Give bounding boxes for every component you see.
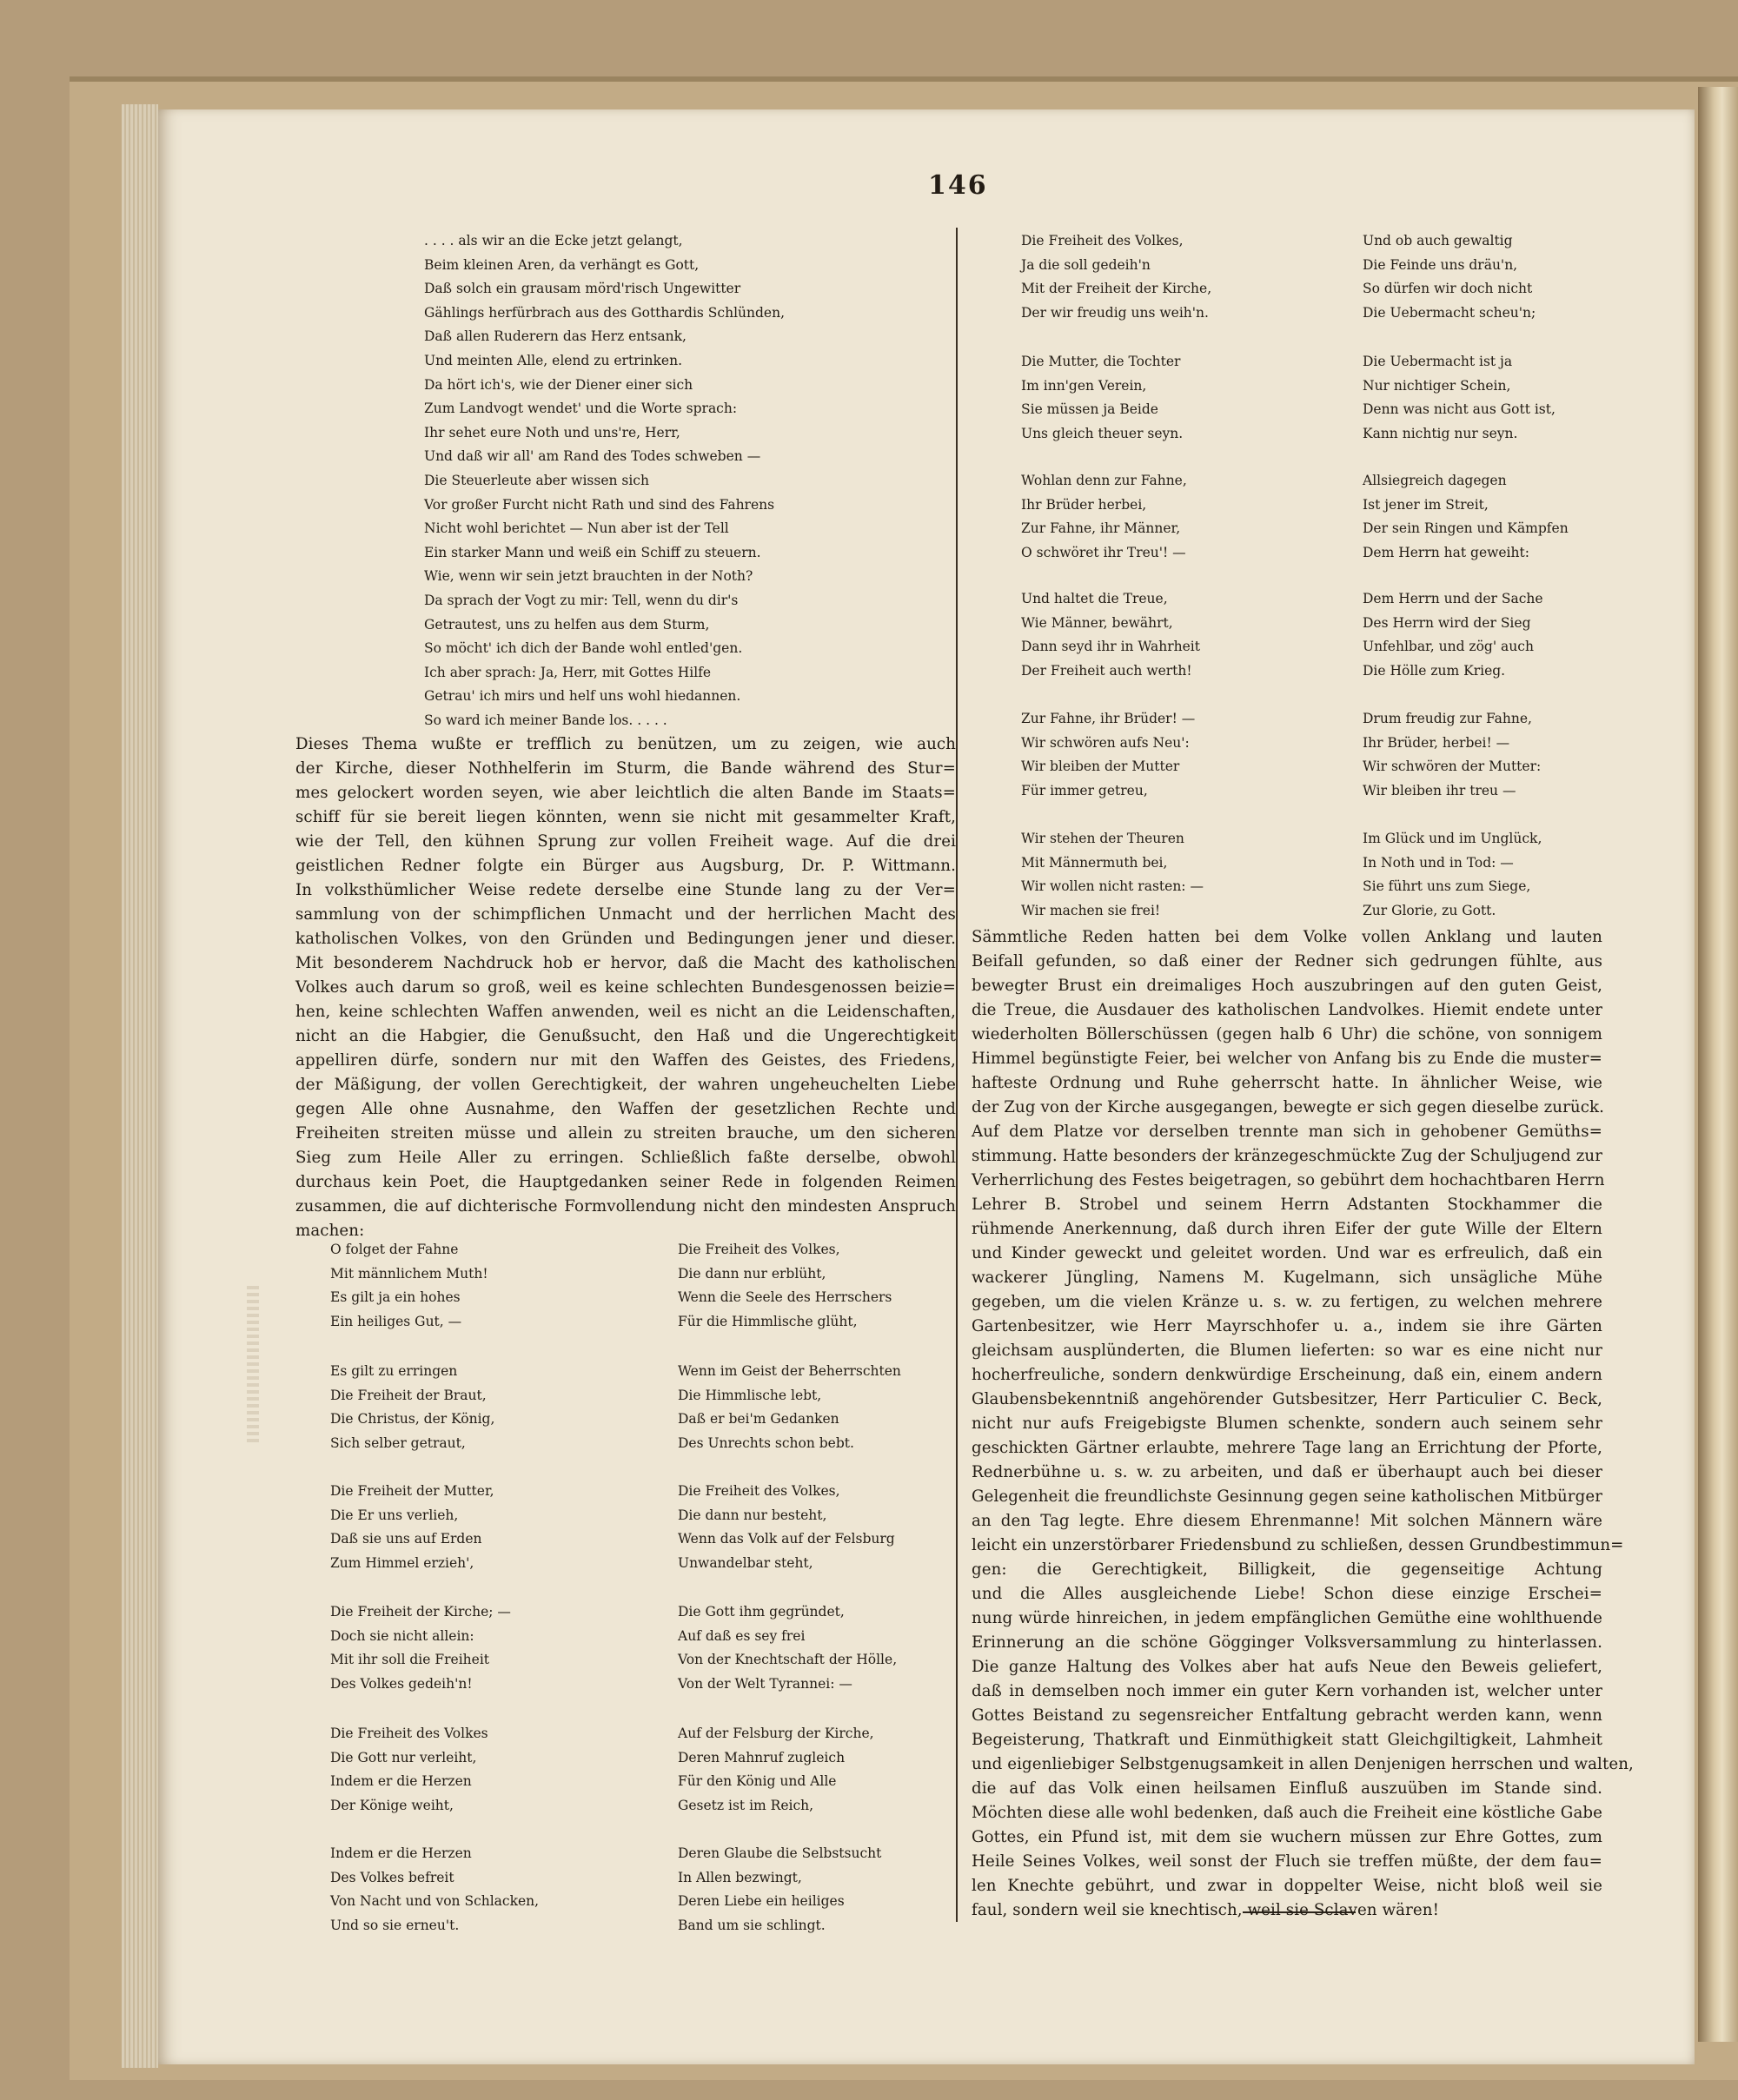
poem-line: Die Himmlische lebt, bbox=[678, 1387, 822, 1403]
prose-line: und eigenliebiger Selbstgenugsamkeit in allen Denjenigen herrschen und walten, bbox=[972, 1755, 1634, 1773]
poem-line: O folget der Fahne bbox=[330, 1242, 459, 1257]
prose-line: geschickten Gärtner erlaubte, mehrere Tage lang an Errichtung der Pforte, bbox=[972, 1439, 1602, 1457]
poem-line: Des Volkes gedeih'n! bbox=[330, 1675, 473, 1692]
prose-line: stimmung. Hatte besonders der kränzegeschmückte Zug der Schuljugend zur bbox=[972, 1147, 1602, 1165]
stanza bbox=[1363, 229, 1536, 325]
poem-line: Auf der Felsburg der Kirche, bbox=[678, 1726, 874, 1741]
poem-line: Für immer getreu, bbox=[1021, 782, 1148, 798]
prose-line: zusammen, die auf dichterische Formvollendung nicht den mindesten Anspruch bbox=[295, 1197, 956, 1216]
prose-line: mes gelockert worden seyen, wie aber leichtlich die alten Bande im Staats= bbox=[295, 784, 956, 802]
stanza bbox=[1021, 469, 1187, 565]
poem-line: Wir stehen der Theuren bbox=[1021, 831, 1184, 846]
prose-line: Sieg zum Heile Aller zu erringen. Schließlich faßte derselbe, obwohl bbox=[295, 1149, 956, 1167]
prose-line: und Kinder geweckt und geleitet worden. Und war es erfreulich, daß ein bbox=[972, 1244, 1602, 1262]
poem-line: Allsiegreich dagegen bbox=[1363, 473, 1507, 488]
poem-line: Ist jener im Streit, bbox=[1363, 496, 1489, 513]
page-stack-edge bbox=[122, 104, 158, 2068]
poem-line: Sie führt uns zum Siege, bbox=[1363, 878, 1531, 894]
poem-line: Die Freiheit des Volkes, bbox=[678, 1483, 840, 1499]
poem-line: So möcht' ich dich der Bande wohl entled'gen. bbox=[424, 640, 743, 657]
poem-line: Die Feinde uns dräu'n, bbox=[1363, 256, 1518, 273]
next-page-edge bbox=[1698, 87, 1738, 2042]
stanza bbox=[678, 1842, 881, 1938]
poem-line: Es gilt zu erringen bbox=[330, 1363, 458, 1379]
prose-line: gegeben, um die vielen Kränze u. s. w. zu fertigen, zu welchen mehrere bbox=[972, 1293, 1602, 1311]
poem-line: Deren Mahnruf zugleich bbox=[678, 1749, 846, 1765]
poem-line: Zur Fahne, ihr Männer, bbox=[1021, 520, 1181, 536]
prose-line: Freiheiten streiten müsse und allein zu streiten brauche, um den sicheren bbox=[295, 1124, 956, 1143]
poem-line: Gesetz ist im Reich, bbox=[678, 1797, 814, 1813]
poem-line: Der Könige weiht, bbox=[330, 1797, 454, 1813]
poem-line: Dann seyd ihr in Wahrheit bbox=[1021, 639, 1200, 654]
stanza bbox=[1021, 350, 1183, 446]
prose-line: nicht nur aufs Freigebigste Blumen schenkte, sondern auch seinem sehr bbox=[972, 1414, 1602, 1433]
prose-line: Lehrer B. Strobel und seinem Herrn Adstanten Stockhammer die bbox=[972, 1196, 1602, 1214]
poem-line: Des Unrechts schon bebt. bbox=[678, 1434, 854, 1451]
left-prose bbox=[295, 732, 956, 1243]
prose-line: Möchten diese alle wohl bedenken, daß auch die Freiheit eine köstliche Gabe bbox=[972, 1804, 1602, 1822]
poem-line: Im inn'gen Verein, bbox=[1021, 377, 1147, 394]
prose-line: wiederholten Böllerschüssen (gegen halb 6 Uhr) die schöne, von sonnigem bbox=[972, 1025, 1602, 1043]
poem-line: Sie müssen ja Beide bbox=[1021, 401, 1158, 417]
prose-line: die auf das Volk einen heilsamen Einfluß auszuüben im Stande sind. bbox=[972, 1779, 1602, 1798]
poem-line: Des Volkes befreit bbox=[330, 1869, 454, 1885]
stanza bbox=[678, 1722, 874, 1818]
prose-line: die Treue, die Ausdauer des katholischen Landvolkes. Hiemit endete unter bbox=[972, 1001, 1602, 1019]
prose-line: machen: bbox=[295, 1222, 365, 1240]
poem-line: Ein starker Mann und weiß ein Schiff zu steuern. bbox=[424, 544, 761, 560]
poem-line: Des Herrn wird der Sieg bbox=[1363, 614, 1531, 631]
poem-line: Denn was nicht aus Gott ist, bbox=[1363, 401, 1556, 417]
poem-line: In Allen bezwingt, bbox=[678, 1869, 802, 1885]
prose-line: schiff für sie bereit liegen könnten, wenn sie nicht mit gesammelter Kraft, bbox=[295, 808, 956, 826]
prose-line: rühmende Anerkennung, daß durch ihren Eifer der gute Wille der Eltern bbox=[972, 1220, 1602, 1238]
poem-line: Dem Herrn hat geweiht: bbox=[1363, 544, 1529, 560]
poem-line: Daß allen Ruderern das Herz entsank, bbox=[424, 328, 687, 345]
prose-line: gleichsam ausplünderten, die Blumen lieferten: so war es eine nicht nur bbox=[972, 1341, 1602, 1360]
poem-line: Daß solch ein grausam mörd'risch Ungewitter bbox=[424, 281, 741, 297]
poem-line: Ein heiliges Gut, — bbox=[330, 1313, 462, 1329]
poem-line: Ja die soll gedeih'n bbox=[1021, 256, 1151, 273]
prose-line: hafteste Ordnung und Ruhe geherrscht hatte. In ähnlicher Weise, wie bbox=[972, 1074, 1602, 1092]
poem-line: Die dann nur besteht, bbox=[678, 1507, 827, 1523]
poem-line: Wenn im Geist der Beherrschten bbox=[678, 1363, 901, 1379]
poem-line: Wir schwören der Mutter: bbox=[1363, 759, 1542, 774]
prose-line: sammlung von der schimpflichen Unmacht und der herrlichen Macht des bbox=[295, 905, 956, 924]
prose-line: nicht an die Habgier, die Genußsucht, den Haß und die Ungerechtigkeit bbox=[295, 1027, 956, 1045]
poem-line: Mit ihr soll die Freiheit bbox=[330, 1652, 490, 1667]
poem-line: Wir machen sie frei! bbox=[1021, 902, 1161, 918]
poem-line: Wir bleiben ihr treu — bbox=[1363, 782, 1516, 798]
prose-line: gen: die Gerechtigkeit, Billigkeit, die gegenseitige Achtung bbox=[972, 1560, 1602, 1579]
poem-line: Kann nichtig nur seyn. bbox=[1363, 425, 1518, 441]
prose-line: Heile Seines Volkes, weil sonst der Fluch sie treffen müßte, der dem fau= bbox=[972, 1852, 1602, 1871]
prose-line: und die Alles ausgleichende Liebe! Schon diese einzige Erschei= bbox=[972, 1585, 1602, 1603]
poem-line: Wenn das Volk auf der Felsburg bbox=[678, 1531, 895, 1547]
poem-line: Doch sie nicht allein: bbox=[330, 1627, 474, 1644]
prose-line: Rednerbühne u. s. w. zu arbeiten, und daß er überhaupt auch bei dieser bbox=[972, 1463, 1602, 1481]
poem-line: Indem er die Herzen bbox=[330, 1845, 472, 1861]
prose-line: faul, sondern weil sie knechtisch, weil sie Sclaven wären! bbox=[972, 1901, 1439, 1919]
prose-line: durchaus kein Poet, die Hauptgedanken seiner Rede in folgenden Reimen bbox=[295, 1173, 956, 1191]
prose-line: appelliren dürfe, sondern nur mit den Waffen des Geistes, des Friedens, bbox=[295, 1051, 956, 1070]
poem-line: Mit männlichem Muth! bbox=[330, 1265, 488, 1282]
poem-line: Unfehlbar, und zög' auch bbox=[1363, 639, 1534, 654]
poem-line: So dürfen wir doch nicht bbox=[1363, 281, 1533, 296]
poem-line: Zum Landvogt wendet' und die Worte sprach: bbox=[424, 401, 738, 417]
prose-line: geistlichen Redner folgte ein Bürger aus Augsburg, Dr. P. Wittmann. bbox=[295, 857, 956, 875]
pencil-mark bbox=[247, 1286, 259, 1442]
poem-line: Ich aber sprach: Ja, Herr, mit Gottes Hilfe bbox=[424, 664, 712, 680]
stanza bbox=[330, 1722, 488, 1818]
poem-line: Daß sie uns auf Erden bbox=[330, 1531, 482, 1547]
poem-line: Zum Himmel erzieh', bbox=[330, 1554, 474, 1571]
poem-line: Wir bleiben der Mutter bbox=[1021, 759, 1180, 774]
poem-line: Für die Himmlische glüht, bbox=[678, 1313, 858, 1329]
prose-line: In volksthümlicher Weise redete derselbe eine Stunde lang zu der Ver= bbox=[295, 881, 956, 899]
poem-line: Wohlan denn zur Fahne, bbox=[1021, 473, 1187, 488]
prose-line: hocherfreuliche, sondern denkwürdige Erscheinung, daß ein, einem andern bbox=[972, 1366, 1602, 1384]
prose-line: Gelegenheit die freundlichste Gesinnung gegen seine katholischen Mitbürger bbox=[972, 1487, 1602, 1506]
poem-line: Wir schwören aufs Neu': bbox=[1021, 734, 1190, 751]
poem-line: Die Steuerleute aber wissen sich bbox=[424, 472, 649, 488]
prose-line: Erinnerung an die schöne Gögginger Volksversammlung zu hinterlassen. bbox=[972, 1633, 1602, 1652]
poem-line: Von der Welt Tyrannei: — bbox=[678, 1675, 852, 1692]
poem-line: Ihr Brüder herbei, bbox=[1021, 496, 1147, 513]
poem-line: Mit Männermuth bei, bbox=[1021, 854, 1168, 871]
prose-line: len Knechte gebührt, und zwar in doppelter Weise, nicht bloß weil sie bbox=[972, 1877, 1602, 1895]
stanza bbox=[1021, 587, 1200, 683]
stanza bbox=[678, 1360, 901, 1455]
stanza bbox=[1363, 707, 1541, 803]
prose-line: Volkes auch darum so groß, weil es keine schlechten Bundesgenossen beizie= bbox=[295, 978, 956, 997]
poem-line: Wir wollen nicht rasten: — bbox=[1021, 878, 1204, 894]
stanza bbox=[330, 1842, 539, 1938]
poem-line: So ward ich meiner Bande los. . . . . bbox=[424, 712, 667, 728]
column-divider bbox=[956, 228, 958, 1922]
poem-line: Mit der Freiheit der Kirche, bbox=[1021, 281, 1212, 296]
prose-line: Beifall gefunden, so daß einer der Redner sich gedrungen fühlte, aus bbox=[972, 952, 1602, 971]
poem-line: Die dann nur erblüht, bbox=[678, 1265, 826, 1282]
stanza bbox=[1021, 827, 1204, 923]
poem-line: Die Gott ihm gegründet, bbox=[678, 1604, 845, 1620]
poem-line: Da hört ich's, wie der Diener einer sich bbox=[424, 376, 693, 393]
poem-line: Und meinten Alle, elend zu ertrinken. bbox=[424, 352, 682, 368]
stanza bbox=[330, 1360, 494, 1455]
prose-line: wackerer Jüngling, Namens M. Kugelmann, sich unsägliche Mühe bbox=[972, 1269, 1602, 1287]
prose-line: daß in demselben noch immer ein guter Kern vorhanden ist, welcher unter bbox=[972, 1682, 1602, 1700]
prose-line: hen, keine schlechten Waffen anwenden, weil es nicht an die Leidenschaften, bbox=[295, 1003, 956, 1021]
poem-line: Wie, wenn wir sein jetzt brauchten in der Noth? bbox=[424, 568, 753, 585]
poem-line: Ihr sehet eure Noth und uns're, Herr, bbox=[424, 424, 680, 441]
stanza bbox=[1363, 587, 1543, 683]
poem-line: In Noth und in Tod: — bbox=[1363, 854, 1514, 871]
poem-line: Die Christus, der König, bbox=[330, 1411, 495, 1427]
right-prose bbox=[972, 925, 1634, 1923]
poem-line: Band um sie schlingt. bbox=[678, 1917, 826, 1933]
stanza bbox=[1363, 350, 1556, 446]
poem-line: Unwandelbar steht, bbox=[678, 1554, 813, 1571]
poem-line: Die Freiheit des Volkes, bbox=[1021, 233, 1184, 248]
prose-line: Begeisterung, Thatkraft und Einmüthigkeit statt Gleichgiltigkeit, Lahmheit bbox=[972, 1731, 1602, 1749]
stanza bbox=[678, 1480, 895, 1575]
prose-line: gegen Alle ohne Ausnahme, den Waffen der gesetzlichen Rechte und bbox=[295, 1100, 956, 1118]
page-number: 146 bbox=[928, 170, 988, 201]
poem-line: Deren Liebe ein heiliges bbox=[678, 1893, 845, 1909]
stanza bbox=[330, 1480, 494, 1575]
poem-line: Wie Männer, bewährt, bbox=[1021, 614, 1173, 631]
poem-line: Die Er uns verlieh, bbox=[330, 1507, 459, 1523]
poem-line: Für den König und Alle bbox=[678, 1773, 837, 1789]
poem-line: Nur nichtiger Schein, bbox=[1363, 377, 1511, 394]
poem-line: Drum freudig zur Fahne, bbox=[1363, 711, 1532, 726]
prose-line: Gottes Beistand zu segensreicher Entfaltung gebracht werden kann, wenn bbox=[972, 1706, 1602, 1725]
prose-line: der Zug von der Kirche ausgegangen, bewegte er sich gegen dieselbe zurück. bbox=[972, 1098, 1604, 1116]
poem-line: Da sprach der Vogt zu mir: Tell, wenn du dir's bbox=[424, 592, 739, 608]
stanza bbox=[1021, 707, 1195, 803]
prose-line: Verherrlichung des Festes beigetragen, so gebührt dem hochachtbaren Herrn bbox=[972, 1171, 1605, 1189]
poem-line: Uns gleich theuer seyn. bbox=[1021, 425, 1184, 441]
poem-line: Der sein Ringen und Kämpfen bbox=[1363, 520, 1569, 536]
prose-line: Die ganze Haltung des Volkes aber hat aufs Neue den Beweis geliefert, bbox=[972, 1658, 1602, 1676]
intro-poem bbox=[424, 229, 785, 732]
poem-line: Die Freiheit der Kirche; — bbox=[330, 1604, 511, 1620]
poem-line: Getrautest, uns zu helfen aus dem Sturm, bbox=[424, 616, 710, 633]
prose-line: leicht ein unzerstörbarer Friedensbund zu schließen, dessen Grundbestimmun= bbox=[972, 1536, 1624, 1554]
stanza bbox=[1021, 229, 1211, 325]
poem-line: Deren Glaube die Selbstsucht bbox=[678, 1845, 882, 1861]
prose-line: Gartenbesitzer, wie Herr Mayrschhofer u. a., indem sie ihre Gärten bbox=[972, 1317, 1602, 1335]
stanza bbox=[678, 1600, 897, 1696]
stanza bbox=[678, 1238, 892, 1334]
stanza bbox=[330, 1600, 511, 1696]
poem-line: Vor großer Furcht nicht Rath und sind des Fahrens bbox=[424, 496, 775, 513]
prose-line: katholischen Volkes, von den Gründen und Bedingungen jener und dieser. bbox=[295, 930, 956, 948]
prose-line: an den Tag legte. Ehre diesem Ehrenmanne! Mit solchen Männern wäre bbox=[972, 1512, 1602, 1530]
prose-line: Glaubensbekenntniß angehörender Gutsbesitzer, Herr Particulier C. Beck, bbox=[972, 1390, 1602, 1408]
prose-line: Gottes, ein Pfund ist, mit dem sie wuchern müssen zur Ehre Gottes, zum bbox=[972, 1828, 1602, 1846]
poem-line: Dem Herrn und der Sache bbox=[1363, 591, 1543, 606]
poem-line: Und ob auch gewaltig bbox=[1363, 233, 1513, 248]
prose-line: Mit besonderem Nachdruck hob er hervor, daß die Macht des katholischen bbox=[295, 954, 956, 972]
prose-line: bewegter Brust ein dreimaliges Hoch auszubringen auf den guten Geist, bbox=[972, 977, 1602, 995]
stanza bbox=[1363, 469, 1569, 565]
poem-line: Die Freiheit des Volkes bbox=[330, 1726, 488, 1741]
prose-line: Himmel begünstigte Feier, bei welcher von Anfang bis zu Ende die muster= bbox=[972, 1050, 1602, 1068]
poem-line: Und daß wir all' am Rand des Todes schweben — bbox=[424, 448, 761, 465]
poem-line: Auf daß es sey frei bbox=[678, 1627, 806, 1644]
poem-line: Indem er die Herzen bbox=[330, 1773, 472, 1789]
poem-line: Wenn die Seele des Herrschers bbox=[678, 1289, 892, 1305]
poem-line: Der wir freudig uns weih'n. bbox=[1021, 304, 1209, 321]
poem-line: Gählings herfürbrach aus des Gotthardis Schlünden, bbox=[424, 304, 786, 321]
poem-line: Die Uebermacht scheu'n; bbox=[1363, 304, 1536, 321]
poem-line: Ihr Brüder, herbei! — bbox=[1363, 734, 1510, 751]
poem-line: Der Freiheit auch werth! bbox=[1021, 662, 1192, 679]
poem-line: Sich selber getraut, bbox=[330, 1434, 466, 1451]
prose-line: wie der Tell, den kühnen Sprung zur vollen Freiheit wage. Auf die drei bbox=[295, 832, 956, 851]
poem-line: Nicht wohl berichtet — Nun aber ist der Tell bbox=[424, 520, 729, 537]
prose-line: Dieses Thema wußte er trefflich zu benützen, um zu zeigen, wie auch bbox=[295, 735, 956, 753]
poem-line: Zur Fahne, ihr Brüder! — bbox=[1021, 711, 1196, 726]
poem-line: Die Freiheit der Mutter, bbox=[330, 1483, 494, 1499]
poem-line: Daß er bei'm Gedanken bbox=[678, 1411, 839, 1427]
poem-line: Beim kleinen Aren, da verhängt es Gott, bbox=[424, 256, 700, 273]
poem-line: Die Gott nur verleiht, bbox=[330, 1749, 477, 1765]
prose-line: Auf dem Platze vor derselben trennte man sich in gehobener Gemüths= bbox=[972, 1123, 1602, 1141]
stanza bbox=[1363, 827, 1542, 923]
poem-line: Die Freiheit der Braut, bbox=[330, 1387, 487, 1403]
prose-line: nung würde hinreichen, in jedem empfänglichen Gemüthe eine wohlthuende bbox=[972, 1609, 1602, 1627]
poem-line: Und so sie erneu't. bbox=[330, 1917, 460, 1933]
stanza bbox=[330, 1238, 488, 1334]
poem-line: Und haltet die Treue, bbox=[1021, 591, 1168, 606]
prose-line: der Kirche, dieser Nothhelferin im Sturm, die Bande während des Stur= bbox=[295, 759, 956, 778]
poem-line: . . . . als wir an die Ecke jetzt gelangt, bbox=[424, 233, 683, 248]
poem-line: Die Hölle zum Krieg. bbox=[1363, 662, 1506, 679]
poem-line: Die Uebermacht ist ja bbox=[1363, 354, 1513, 369]
poem-line: Im Glück und im Unglück, bbox=[1363, 831, 1542, 846]
poem-line: Zur Glorie, zu Gott. bbox=[1363, 902, 1496, 918]
poem-line: Getrau' ich mirs und helf uns wohl hiedannen. bbox=[424, 688, 741, 705]
poem-line: Die Freiheit des Volkes, bbox=[678, 1242, 840, 1257]
poem-line: Von der Knechtschaft der Hölle, bbox=[678, 1652, 898, 1667]
poem-line: Die Mutter, die Tochter bbox=[1021, 354, 1181, 369]
prose-line: Sämmtliche Reden hatten bei dem Volke vollen Anklang und lauten bbox=[972, 928, 1602, 946]
poem-line: Von Nacht und von Schlacken, bbox=[330, 1893, 540, 1909]
poem-line: O schwöret ihr Treu'! — bbox=[1021, 544, 1186, 560]
prose-line: der Mäßigung, der vollen Gerechtigkeit, der wahren ungeheuchelten Liebe bbox=[295, 1076, 956, 1094]
poem-line: Es gilt ja ein hohes bbox=[330, 1289, 461, 1305]
